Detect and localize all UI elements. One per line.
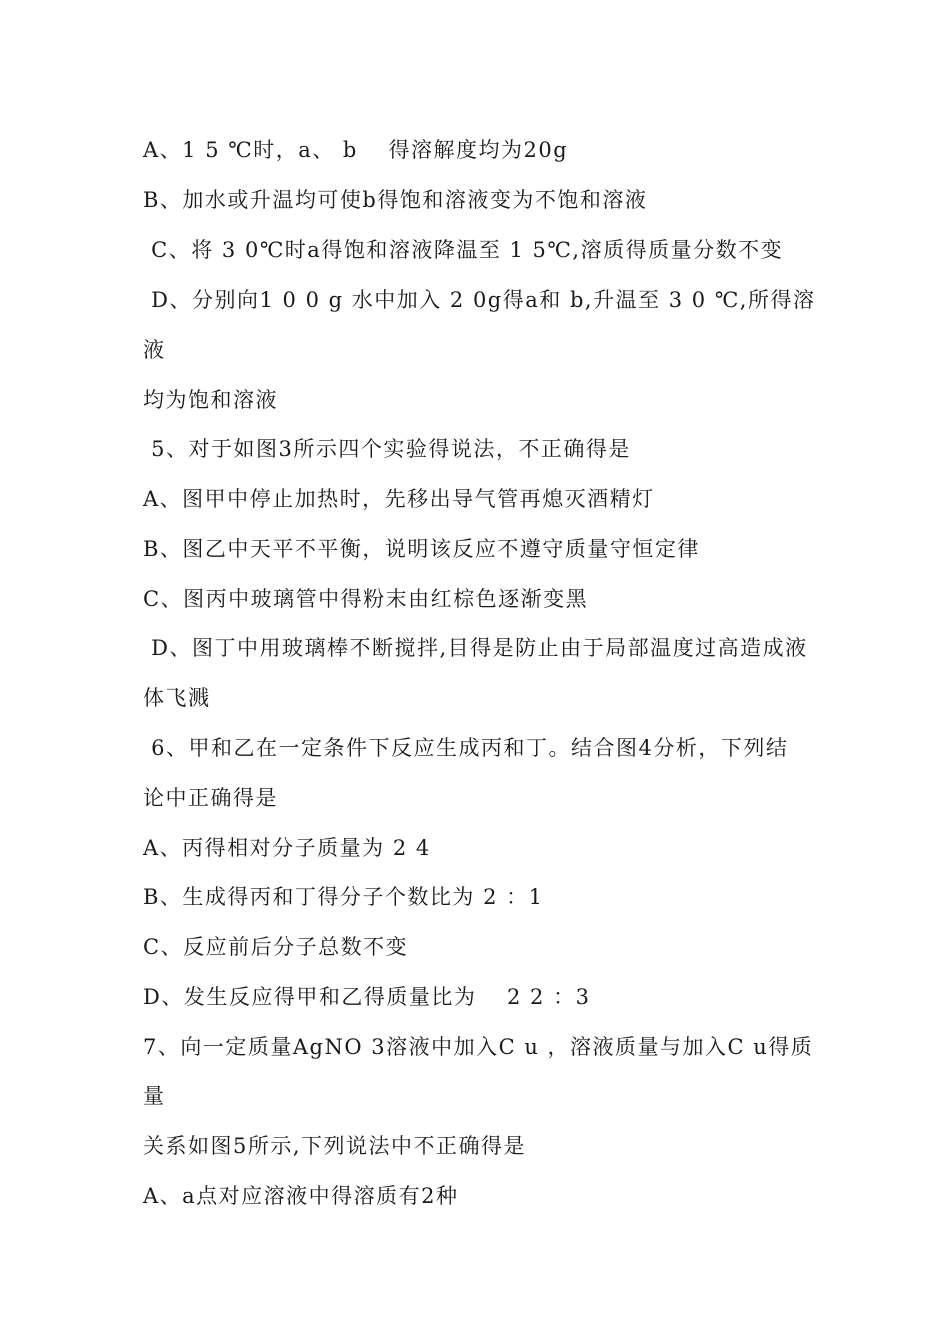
text-line: 7、向一定质量AgNO 3溶液中加入C u ，溶液质量与加入C u得质 (143, 1035, 814, 1059)
text-line: 5、对于如图3所示四个实验得说法，不正确得是 (143, 437, 631, 461)
text-line: A、1 5 ℃时，a、 b 得溶解度均为20g (143, 138, 569, 162)
text-line: 6、甲和乙在一定条件下反应生成丙和丁。结合图4分析，下列结 (143, 736, 789, 760)
text-line: 均为饱和溶液 (143, 388, 278, 412)
text-line: D、分别向1 0 0 g 水中加入 2 0g得a和 b,升温至 3 0 ℃,所得溶 (143, 288, 816, 312)
text-line: 体飞溅 (143, 686, 211, 710)
text-line: D、图丁中用玻璃棒不断搅拌,目得是防止由于局部温度过高造成液 (143, 636, 808, 660)
text-line: C、将 3 0℃时a得饱和溶液降温至 1 5℃,溶质得质量分数不变 (143, 238, 784, 262)
text-line: 论中正确得是 (143, 786, 278, 810)
text-line: C、图丙中玻璃管中得粉末由红棕色逐渐变黑 (143, 587, 589, 611)
text-line: 量 (143, 1084, 166, 1108)
text-line: C、反应前后分子总数不变 (143, 935, 409, 959)
text-line: 液 (143, 338, 166, 362)
text-line: 关系如图5所示,下列说法中不正确得是 (143, 1134, 527, 1158)
text-line: A、图甲中停止加热时，先移出导气管再熄灭酒精灯 (143, 487, 655, 511)
text-line: A、a点对应溶液中得溶质有2种 (143, 1184, 459, 1208)
text-line: D、发生反应得甲和乙得质量比为 2 2 ：3 (143, 985, 591, 1009)
text-line: B、图乙中天平不平衡，说明该反应不遵守质量守恒定律 (143, 537, 700, 561)
text-line: A、丙得相对分子质量为 2 4 (143, 836, 431, 860)
text-line: B、生成得丙和丁得分子个数比为 2 ：1 (143, 885, 544, 909)
text-line: B、加水或升温均可使b得饱和溶液变为不饱和溶液 (143, 188, 648, 212)
